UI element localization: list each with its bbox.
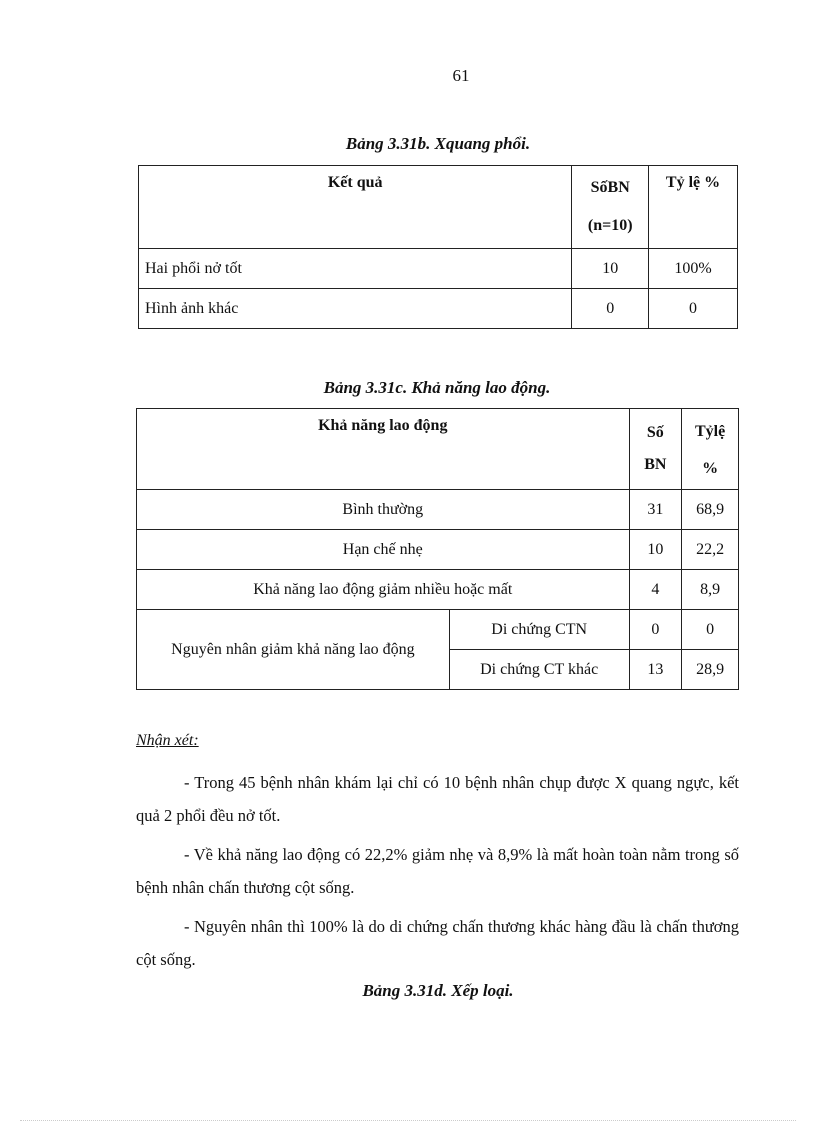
table-row: [139, 289, 738, 329]
remark-paragraph: [136, 766, 739, 832]
table-row: [137, 610, 739, 650]
header-so-bn-line1: Số: [646, 424, 664, 441]
table-row: [137, 570, 739, 610]
row-label: Hai phổi nở tốt: [139, 249, 572, 289]
header-ty-le: Tỷ lệ %: [649, 166, 738, 249]
page-number: 61: [452, 66, 470, 85]
page-bottom-divider: [20, 1120, 796, 1121]
cause-label: Nguyên nhân giảm khả năng lao động: [137, 610, 450, 690]
table-header-row: [137, 409, 739, 490]
header-kha-nang: Khả năng lao động: [137, 409, 630, 490]
remark-text: - Về khả năng lao động có 22,2% giảm nhẹ và 8,9% là mất hoàn toàn nằm trong số bệnh nhân chấn thương cột sống.: [136, 845, 739, 897]
row-count: 10: [572, 249, 649, 289]
header-so-bn-line1: SốBN: [590, 179, 630, 196]
row-label: Di chứng CTN: [449, 610, 629, 650]
table-caption-xquang: Bảng 3.31b. Xquang phổi.: [345, 134, 531, 153]
table-kha-nang-lao-dong: [136, 408, 739, 690]
header-ty-le-line2: %: [702, 460, 719, 477]
header-so-bn: [572, 166, 649, 249]
row-count: 4: [629, 570, 682, 610]
table-xquang-phoi: [138, 165, 738, 329]
header-so-bn-line2: (n=10): [587, 217, 633, 234]
table-caption-xep-loai: Bảng 3.31d. Xếp loại.: [362, 981, 514, 1000]
table-row: [139, 249, 738, 289]
row-label: Di chứng CT khác: [449, 650, 629, 690]
remark-text: - Nguyên nhân thì 100% là do di chứng chấn thương khác hàng đầu là chấn thương cột sống.: [136, 917, 739, 969]
row-count: 0: [629, 610, 682, 650]
row-count: 0: [572, 289, 649, 329]
row-count: 10: [629, 530, 682, 570]
table-row: [137, 530, 739, 570]
row-percent: 8,9: [682, 570, 739, 610]
row-percent: 68,9: [682, 490, 739, 530]
row-label: Hình ảnh khác: [139, 289, 572, 329]
remark-paragraph: [136, 910, 739, 976]
row-count: 31: [629, 490, 682, 530]
row-percent: 0: [682, 610, 739, 650]
remark-paragraph: [136, 838, 739, 904]
row-count: 13: [629, 650, 682, 690]
row-percent: 28,9: [682, 650, 739, 690]
table-caption-lao-dong: Bảng 3.31c. Khả năng lao động.: [323, 378, 551, 397]
row-label: Khả năng lao động giảm nhiều hoặc mất: [137, 570, 630, 610]
header-ty-le: [682, 409, 739, 490]
header-ty-le-line1: Tỷlệ: [694, 423, 726, 440]
remarks-title: Nhận xét:: [136, 732, 199, 749]
row-percent: 22,2: [682, 530, 739, 570]
header-ket-qua: Kết quả: [139, 166, 572, 249]
row-label: Hạn chế nhẹ: [137, 530, 630, 570]
header-so-bn-line2: BN: [644, 456, 667, 473]
header-so-bn: [629, 409, 682, 490]
table-row: [137, 490, 739, 530]
remark-text: - Trong 45 bệnh nhân khám lại chỉ có 10 bệnh nhân chụp được X quang ngực, kết quả 2 phổi đều nở tốt.: [136, 773, 739, 825]
table-header-row: [139, 166, 738, 249]
row-percent: 0: [649, 289, 738, 329]
row-label: Bình thường: [137, 490, 630, 530]
row-percent: 100%: [649, 249, 738, 289]
